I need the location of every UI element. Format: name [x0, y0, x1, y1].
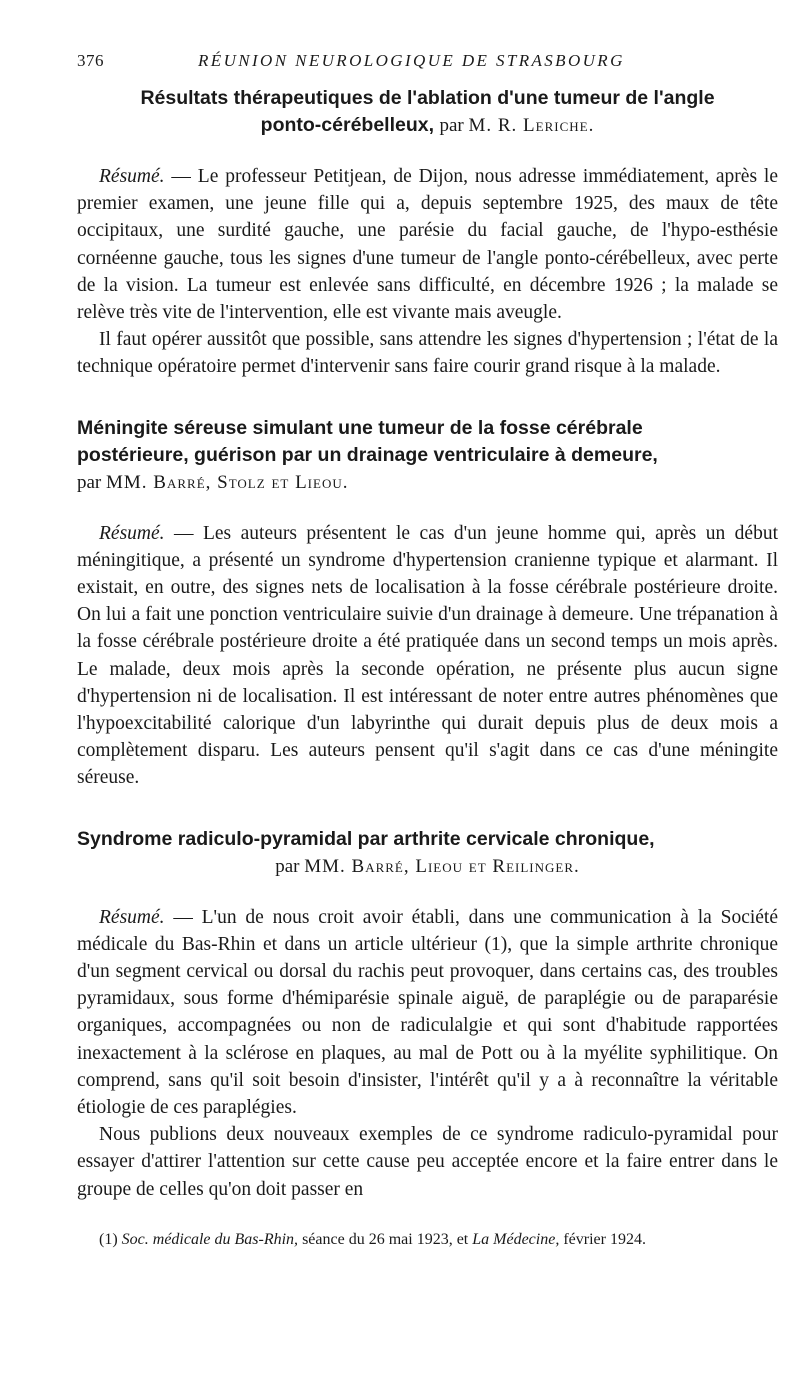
summary-text: — Les auteurs présentent le cas d'un jeune homme qui, après un début méningitique, a présenté un syndrome d'hypertension cranienne typique et alarmant. Il existait, en outre, des signes nets de localisation à la fosse cérébrale postérieure droite. On lui a fait une ponction ventriculaire suivie d'un drainage à demeure. Une trépanation à la fosse cérébrale postérieure droite a été pratiquée dans un second temps un mois après. Le malade, deux mois après la seconde opération, ne présente plus aucun signe d'hypertension ni de localisation. Il est intéressant de noter entre autres phénomènes que l'hypoexcitabilité calorique d'un labyrinthe qui durait depuis plus de deux mois a complètement disparu. Les auteurs pensent qu'il s'agit dans ce cas d'une méningite séreuse. [77, 522, 779, 789]
resume-label: Résumé. [99, 166, 165, 187]
footnote-source-1: Soc. médicale du Bas-Rhin, [121, 1230, 299, 1248]
page-number: 376 [77, 51, 104, 70]
article-title-line-1: Syndrome radiculo-pyramidal par arthrite cervicale chronique, [77, 827, 655, 850]
footnote-text-1: séance du 26 mai 1923, et [302, 1230, 469, 1248]
article-title [77, 826, 778, 880]
article-barre-stolz-lieou [77, 415, 778, 792]
summary-text-2: Il faut opérer aussitôt que possible, sans attendre les signes d'hypertension ; l'état de la technique opératoire permet d'intervenir sans faire courir grand risque à la malade. [77, 329, 778, 378]
footnote-text-2: février 1924. [563, 1230, 646, 1248]
article-title [77, 415, 778, 496]
article-summary-continued [77, 326, 778, 380]
summary-text-2: Nous publions deux nouveaux exemples de ce syndrome radiculo-pyramidal pour essayer d'attirer l'attention sur cette cause peu acceptée encore et la faire entrer dans le groupe de celles qu'on doit passer en [77, 1124, 778, 1200]
summary-text: — L'un de nous croit avoir établi, dans une communication à la Société médicale du Bas-Rhin et dans un article ultérieur (1), que la simple arthrite chronique d'un segment cervical ou dorsal du rachis peut provoquer, dans certains cas, des troubles pyramidaux, sous forme d'hémiparésie spinale aiguë, de paraplégie ou de paraparésie organiques, accompagnées ou non de radiculalgie et qui sont d'habitude rapportées inexactement à la sclérose en plaques, au mal de Pott ou à la myélite syphilitique. On comprend, sans qu'il soit besoin d'insister, l'intérêt qu'il y a à reconnaître la véritable étiologie de ces paraplégies. [77, 906, 779, 1119]
article-authors: M. R. Leriche. [468, 115, 595, 136]
article-leriche [77, 85, 778, 381]
article-authors: MM. Barré, Lieou et Reilinger. [304, 855, 580, 877]
resume-label: Résumé. [99, 522, 165, 544]
article-byline [77, 853, 778, 880]
article-summary-continued [77, 1121, 778, 1203]
article-title [77, 85, 778, 139]
article-summary [77, 904, 778, 1122]
byline-par: par [275, 855, 300, 877]
article-title-line-1: Méningite séreuse simulant une tumeur de la fosse cérébrale [77, 416, 643, 439]
article-byline [439, 115, 594, 136]
article-title-line-2: ponto-cérébelleux, [260, 114, 435, 136]
article-authors: MM. Barré, Stolz et Lieou. [106, 471, 349, 493]
resume-label: Résumé. [99, 906, 165, 928]
footnote-source-2: La Médecine, [472, 1230, 560, 1248]
journal-title: RÉUNION NEUROLOGIQUE DE STRASBOURG [198, 51, 625, 70]
article-title-line-2: postérieure, guérison par un drainage ventriculaire à demeure, [77, 443, 658, 466]
byline-par: par [77, 471, 102, 493]
article-title-line-1: Résultats thérapeutiques de l'ablation d'une tumeur de l'angle [140, 87, 715, 109]
running-header [77, 48, 778, 74]
footnote [77, 1229, 778, 1251]
footnote-marker: (1) [99, 1230, 118, 1248]
article-summary [77, 520, 778, 792]
article-barre-lieou-reilinger [77, 826, 778, 1203]
summary-text: — Le professeur Petitjean, de Dijon, nous adresse immédiatement, après le premier examen, une jeune fille qui a, depuis septembre 1925, des maux de tête occipitaux, une surdité gauche, une parésie du facial gauche, de l'hypo-esthésie cornéenne gauche, tous les signes d'une tumeur de l'angle ponto-cérébelleux, avec perte de la vision. La tumeur est enlevée sans difficulté, en décembre 1926 ; la malade se relève très vite de l'intervention, elle est vivante mais aveugle. [77, 166, 778, 324]
article-summary [77, 163, 778, 326]
byline-par: par [439, 115, 464, 136]
article-byline [77, 472, 348, 493]
